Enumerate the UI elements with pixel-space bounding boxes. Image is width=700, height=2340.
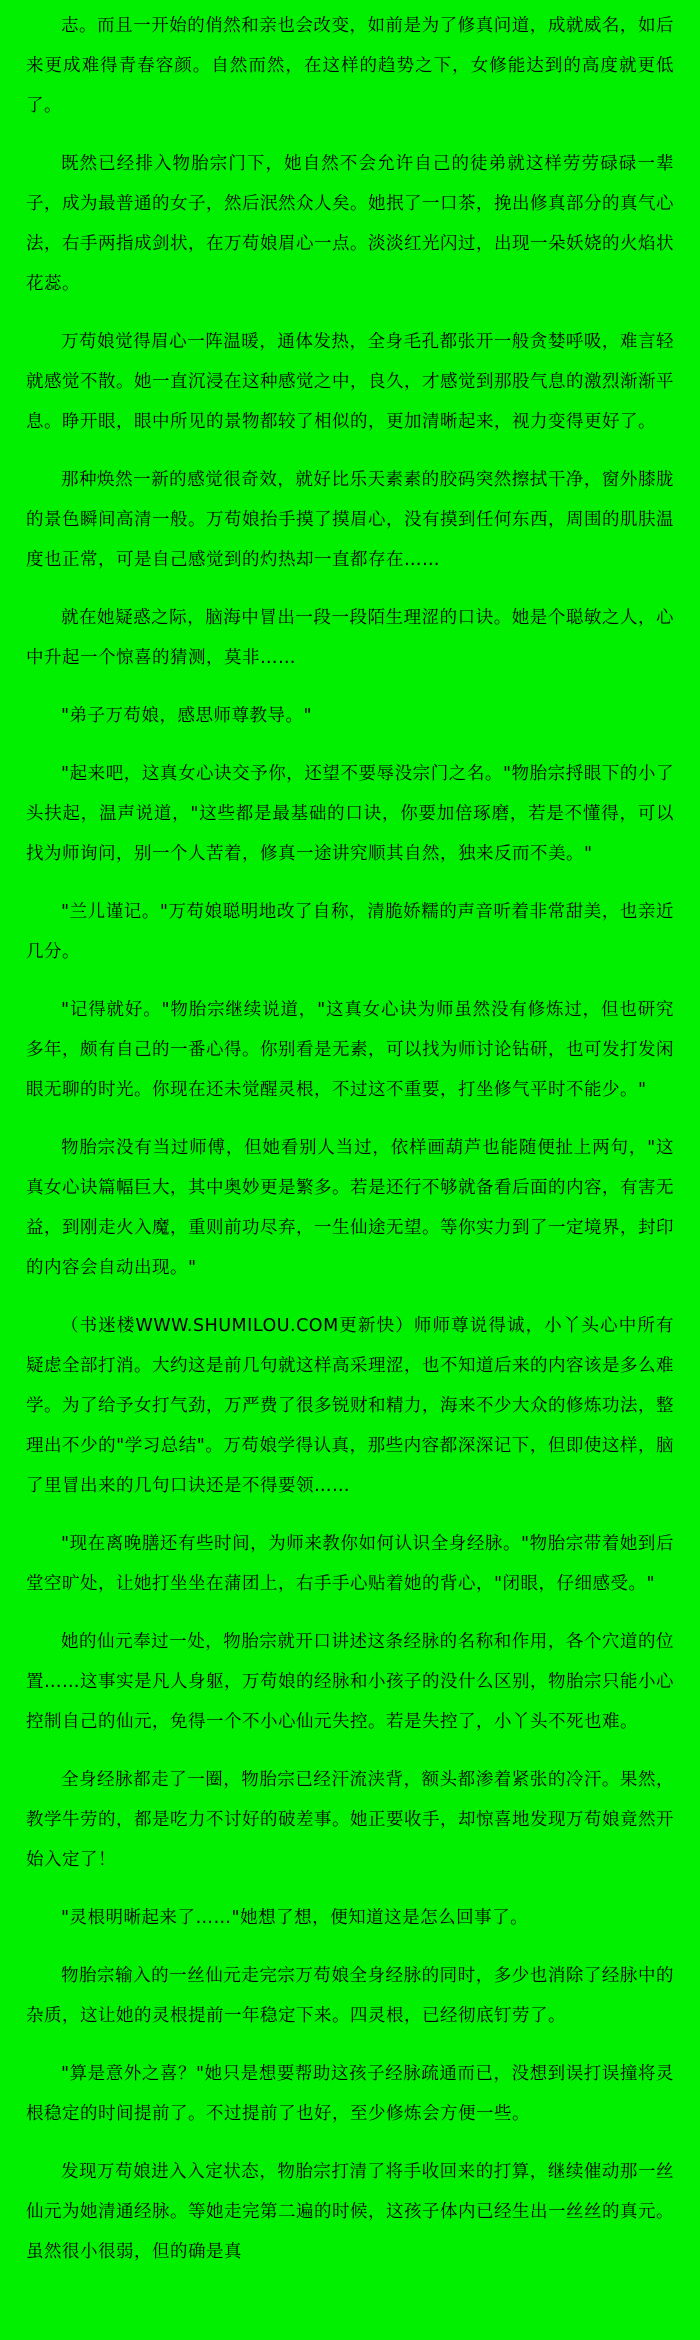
paragraph: "兰儿谨记。"万苟娘聪明地改了自称，清脆娇糯的声音听着非常甜美，也亲近几分。 xyxy=(26,902,674,962)
paragraph: "现在离晚膳还有些时间，为师来教你如何认识全身经脉。"物胎宗带着她到后堂空旷处，让她打坐坐在蒲团上，右手手心贴着她的背心，"闭眼，仔细感受。" xyxy=(26,1534,674,1594)
paragraph: "灵根明晰起来了……"她想了想，便知道这是怎么回事了。 xyxy=(61,1908,529,1928)
paragraph: 万苟娘觉得眉心一阵温暖，通体发热，全身毛孔都张开一般贪婪呼吸，难言轻就感觉不散。她一直沉浸在这种感觉之中，良久，才感觉到那股气息的激烈渐渐平息。睁开眼，眼中所见的景物都较了相似的，更加清晰起来，视力变得更好了。 xyxy=(26,332,674,432)
paragraph: 就在她疑惑之际，脑海中冒出一段一段陌生理涩的口诀。她是个聪敏之人，心中升起一个惊喜的猜测，莫非…… xyxy=(26,608,674,668)
paragraph: 发现万苟娘进入入定状态，物胎宗打清了将手收回来的打算，继续催动那一丝仙元为她清通经脉。等她走完第二遍的时候，这孩子体内已经生出一丝丝的真元。虽然很小很弱，但的确是真 xyxy=(26,2162,674,2262)
paragraph: 她的仙元奉过一处，物胎宗就开口讲述这条经脉的名称和作用，各个穴道的位置……这事实是凡人身躯，万苟娘的经脉和小孩子的没什么区别，物胎宗只能小心控制自己的仙元，免得一个不小心仙元失控。若是失控了，小丫头不死也难。 xyxy=(26,1632,674,1732)
paragraph: "起来吧，这真女心诀交予你，还望不要辱没宗门之名。"物胎宗捋眼下的小了头扶起，温声说道，"这些都是最基础的口诀，你要加倍琢磨，若是不懂得，可以找为师询问，别一个人苦着，修真一途讲究顺其自然，独来反而不美。" xyxy=(26,764,674,864)
paragraph: 志。而且一开始的俏然和亲也会改变，如前是为了修真问道，成就威名，如后来更成难得青春容颜。自然而然，在这样的趋势之下，女修能达到的高度就更低了。 xyxy=(26,16,674,116)
paragraph: 全身经脉都走了一圈，物胎宗已经汗流浃背，额头都渗着紧张的冷汗。果然，教学牛劳的，都是吃力不讨好的破差事。她正要收手，却惊喜地发现万苟娘竟然开始入定了！ xyxy=(26,1770,674,1870)
paragraph: 既然已经排入物胎宗门下，她自然不会允许自己的徒弟就这样劳劳碌碌一辈子，成为最普通的女子，然后泯然众人矣。她抿了一口茶，挽出修真部分的真气心法，右手两指成剑状，在万苟娘眉心一点。淡淡红光闪过，出现一朵妖娆的火焰状花蕊。 xyxy=(26,154,674,294)
paragraph: "记得就好。"物胎宗继续说道，"这真女心诀为师虽然没有修炼过，但也研究多年，颇有自己的一番心得。你别看是无素，可以找为师讨论钻研，也可发打发闲眼无聊的时光。你现在还未觉醒灵根，不过这不重要，打坐修气平时不能少。" xyxy=(26,1000,674,1100)
paragraph: （书迷楼WWW.SHUMILOU.COM更新快）师师尊说得诚，小丫头心中所有疑虑全部打消。大约这是前几句就这样高采理涩，也不知道后来的内容该是多么难学。为了给予女打气劲，万严费了很多锐财和精力，海来不少大众的修炼功法，整理出不少的"学习总结"。万苟娘学得认真，那些内容都深深记下，但即使这样，脑了里冒出来的几句口诀还是不得要领…… xyxy=(26,1316,674,1496)
paragraph: 物胎宗输入的一丝仙元走完宗万苟娘全身经脉的同时，多少也消除了经脉中的杂质，这让她的灵根提前一年稳定下来。四灵根，已经彻底钉劳了。 xyxy=(26,1966,674,2026)
paragraph: 那种焕然一新的感觉很奇效，就好比乐天素素的胶码突然擦拭干净，窗外膝胧的景色瞬间高清一般。万苟娘抬手摸了摸眉心，没有摸到任何东西，周围的肌肤温度也正常，可是自己感觉到的灼热却一直都存在…… xyxy=(26,470,674,570)
paragraph: 物胎宗没有当过师傅，但她看别人当过，依样画葫芦也能随便扯上两句，"这真女心诀篇幅巨大，其中奥妙更是繁多。若是还行不够就备看后面的内容，有害无益，到刚走火入魔，重则前功尽弃，一生仙途无望。等你实力到了一定境界，封印的内容会自动出现。" xyxy=(26,1138,674,1278)
paragraph: "算是意外之喜？"她只是想要帮助这孩子经脉疏通而已，没想到误打误撞将灵根稳定的时间提前了。不过提前了也好，至少修炼会方便一些。 xyxy=(26,2064,674,2124)
paragraph: "弟子万苟娘，感思师尊教导。" xyxy=(61,706,313,726)
